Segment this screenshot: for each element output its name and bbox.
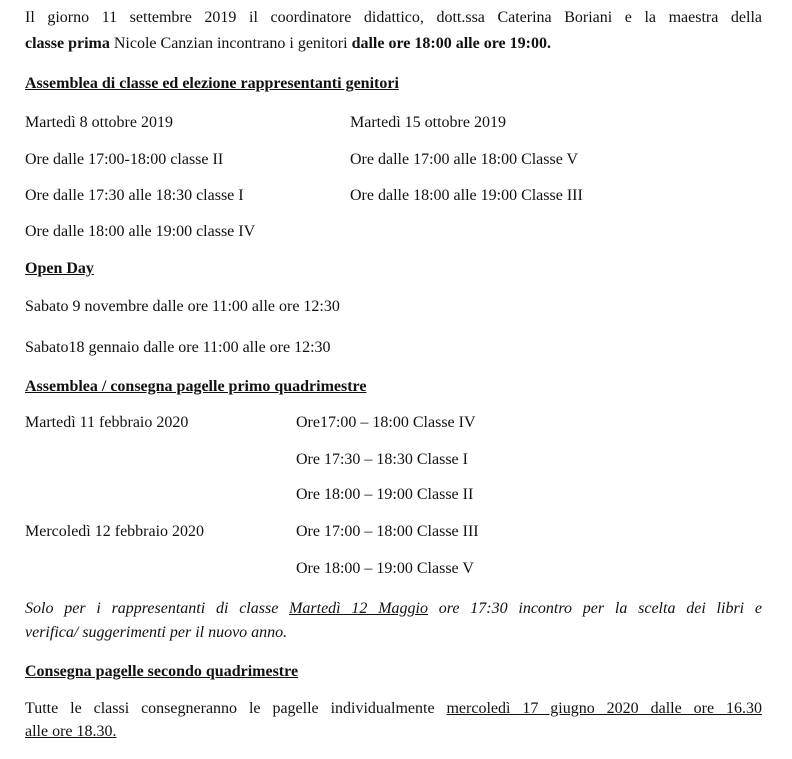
s3-slot-2: Ore 17:30 – 18:30 Classe I	[296, 451, 468, 468]
note-text-1: Solo per i rappresentanti di classe	[25, 600, 290, 617]
section-heading-assemblea: Assemblea di classe ed elezione rappresentanti genitori	[25, 75, 399, 92]
s4-line-1	[25, 699, 762, 719]
open-day-line-1: Sabato 9 novembre dalle ore 11:00 alle ore 12:30	[25, 298, 340, 315]
s3-note-line-2: verifica/ suggerimenti per il nuovo anno.	[25, 624, 288, 641]
intro-text: Il giorno 11 settembre 2019 il coordinatore didattico, dott.ssa Caterina Boriani e la maestra della	[25, 9, 762, 26]
s4-time-end: alle ore 18.30.	[25, 723, 117, 740]
s4-line-2	[25, 722, 117, 742]
s3-note-line-1	[25, 599, 762, 619]
intro-text-2: Nicole Canzian incontrano i genitori	[109, 35, 352, 52]
s4-text: Tutte le classi consegneranno le pagelle individualmente	[25, 700, 447, 717]
note-text-2: ore 17:30 incontro per la scelta dei libri e	[427, 600, 762, 617]
s4-date: mercoledì 17 giugno 2020 dalle ore 16.30	[446, 700, 762, 717]
section-heading-primo-quadrimestre: Assemblea / consegna pagelle primo quadrimestre	[25, 378, 367, 395]
s3-slot-4: Ore 17:00 – 18:00 Classe III	[296, 523, 479, 540]
s3-slot-1: Ore17:00 – 18:00 Classe IV	[296, 414, 476, 431]
intro-bold-class: classe prima	[25, 35, 110, 52]
note-date: Martedì 12 Maggio	[289, 600, 428, 617]
s1-right-date: Martedì 15 ottobre 2019	[350, 114, 506, 131]
s3-date-2: Mercoledì 12 febbraio 2020	[25, 523, 205, 540]
section-heading-secondo-quadrimestre: Consegna pagelle secondo quadrimestre	[25, 663, 299, 680]
intro-line-1	[25, 8, 762, 28]
s3-date-1: Martedì 11 febbraio 2020	[25, 414, 189, 431]
s1-left-slot-3: Ore dalle 18:00 alle 19:00 classe IV	[25, 223, 256, 240]
s1-right-slot-2: Ore dalle 18:00 alle 19:00 Classe III	[350, 187, 583, 204]
s3-slot-3: Ore 18:00 – 19:00 Classe II	[296, 486, 474, 503]
s1-left-slot-2: Ore dalle 17:30 alle 18:30 classe I	[25, 187, 244, 204]
s3-slot-5: Ore 18:00 – 19:00 Classe V	[296, 560, 474, 577]
s1-left-date: Martedì 8 ottobre 2019	[25, 114, 173, 131]
intro-line-2	[25, 34, 551, 54]
open-day-line-2: Sabato18 gennaio dalle ore 11:00 alle ore 12:30	[25, 339, 331, 356]
s1-left-slot-1: Ore dalle 17:00-18:00 classe II	[25, 151, 224, 168]
section-heading-open-day: Open Day	[25, 260, 94, 277]
s1-right-slot-1: Ore dalle 17:00 alle 18:00 Classe V	[350, 151, 579, 168]
intro-bold-time: dalle ore 18:00 alle ore 19:00.	[351, 35, 551, 52]
